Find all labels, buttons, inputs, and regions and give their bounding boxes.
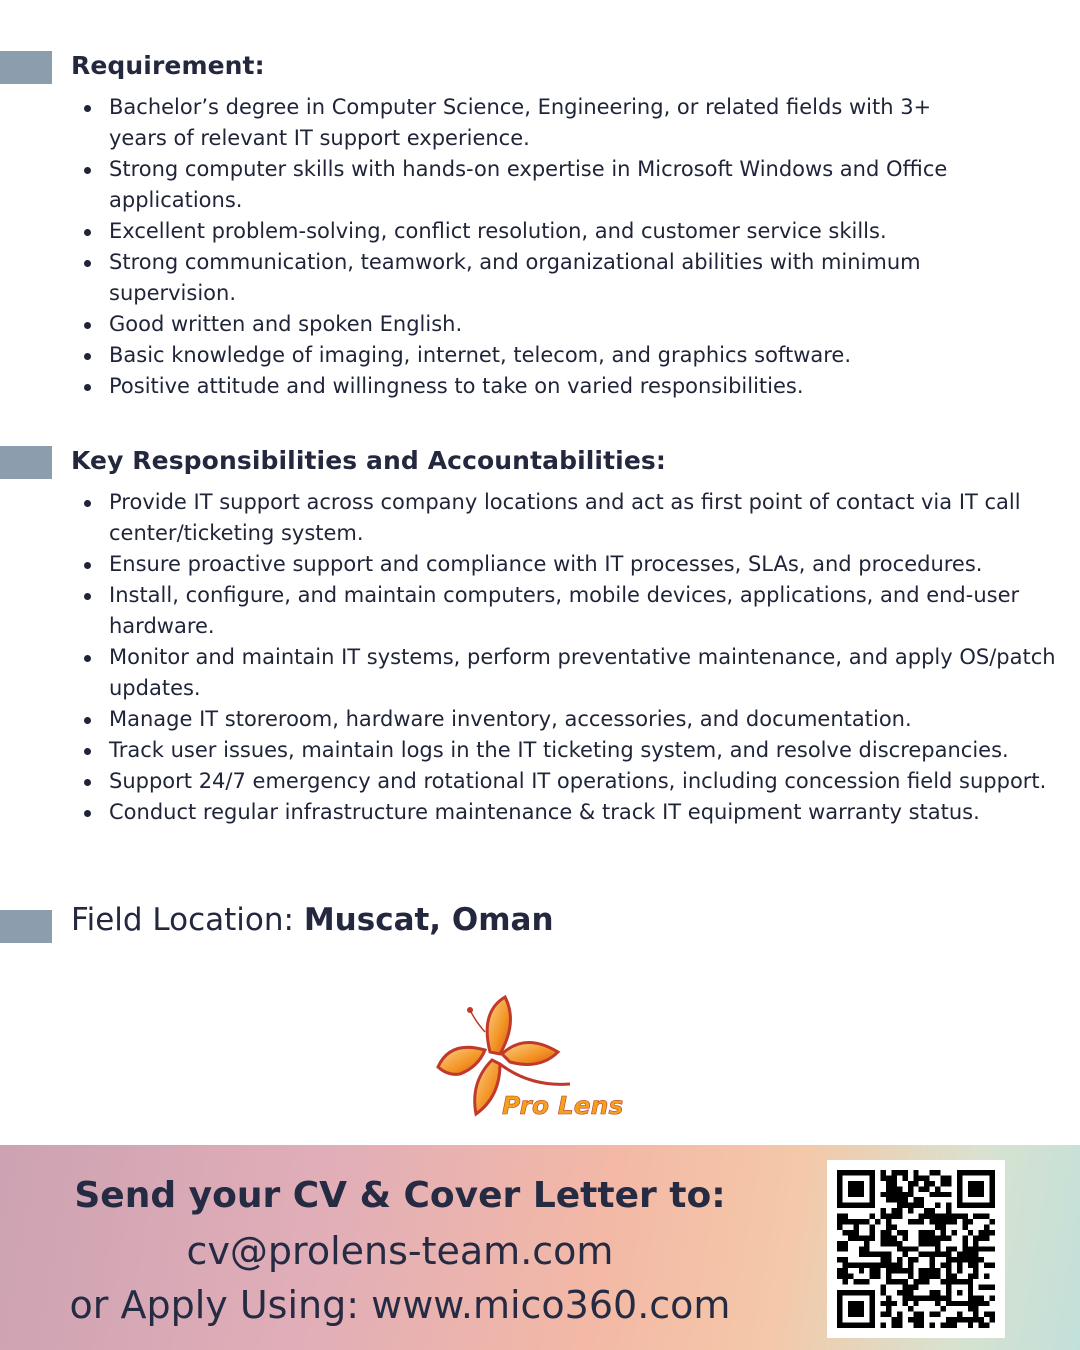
list-item: Manage IT storeroom, hardware inventory, accessories, and documentation. [80,704,1070,735]
list-item: Ensure proactive support and compliance with IT processes, SLAs, and procedures. [80,549,1070,580]
list-item: Good written and spoken English. [80,309,980,340]
section-marker-location [0,910,52,943]
responsibilities-list [80,487,1070,828]
qr-code[interactable] [827,1160,1005,1338]
list-item: Conduct regular infrastructure maintenance & track IT equipment warranty status. [80,797,1070,828]
list-item: Provide IT support across company locations and act as first point of contact via IT call center/ticketing system. [80,487,1070,549]
requirement-list [80,92,980,402]
section-marker-requirement [0,51,52,84]
responsibilities-heading: Key Responsibilities and Accountabilities: [71,446,666,475]
butterfly-logo-icon [430,992,660,1122]
field-location-label: Field Location: [71,902,304,938]
footer-title: Send your CV & Cover Letter to: [74,1175,726,1216]
requirement-heading: Requirement: [71,51,265,80]
footer-apply-link[interactable]: or Apply Using: www.mico360.com [69,1283,731,1327]
list-item: Monitor and maintain IT systems, perform preventative maintenance, and apply OS/patch updates. [80,642,1070,704]
section-marker-responsibilities [0,446,52,479]
list-item: Bachelor’s degree in Computer Science, Engineering, or related fields with 3+ years of relevant IT support experience. [80,92,980,154]
field-location [71,902,554,938]
logo-text: Pro Lens [502,1091,624,1120]
list-item: Excellent problem-solving, conflict resolution, and customer service skills. [80,216,980,247]
list-item: Positive attitude and willingness to take on varied responsibilities. [80,371,980,402]
qr-code-icon [837,1170,995,1328]
list-item: Track user issues, maintain logs in the IT ticketing system, and resolve discrepancies. [80,735,1070,766]
list-item: Basic knowledge of imaging, internet, telecom, and graphics software. [80,340,980,371]
field-location-value: Muscat, Oman [303,902,554,938]
list-item: Strong computer skills with hands-on expertise in Microsoft Windows and Office applications. [80,154,980,216]
list-item: Strong communication, teamwork, and organizational abilities with minimum supervision. [80,247,980,309]
footer-email-link[interactable]: cv@prolens-team.com [186,1229,614,1273]
list-item: Install, configure, and maintain computers, mobile devices, applications, and end-user hardware. [80,580,1070,642]
pro-lens-logo [430,992,660,1122]
list-item: Support 24/7 emergency and rotational IT operations, including concession field support. [80,766,1070,797]
